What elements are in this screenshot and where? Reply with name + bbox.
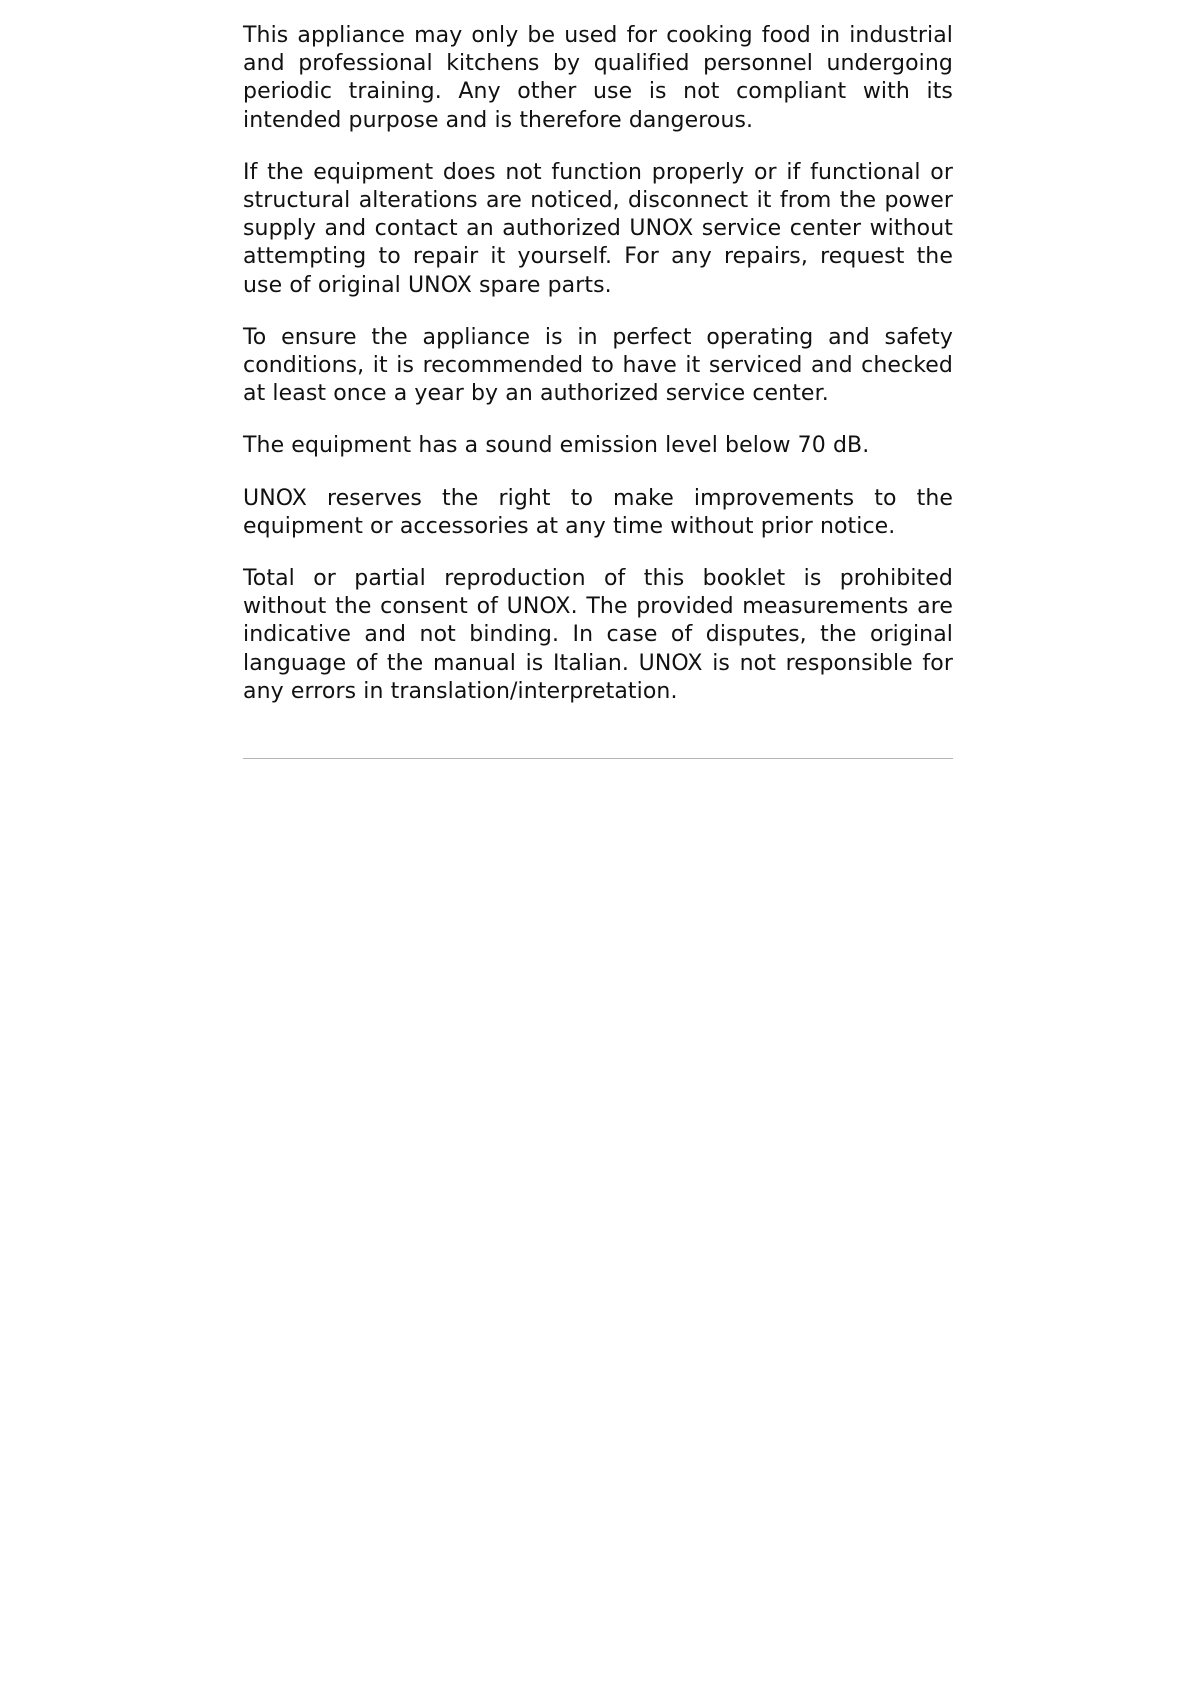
paragraph-sound-emission: The equipment has a sound emission level below 70 dB.: [243, 433, 870, 459]
paragraph-intended-use: This appliance may only be used for cooking food in industrial and professional kitchens by qualified personnel undergoing periodic training. Any other use is not compliant with its intended purpose and is therefore dangerous.: [243, 23, 953, 133]
paragraph-reproduction: Total or partial reproduction of this booklet is prohibited without the consent of UNOX. The provided measurements are indicative and not binding. In case of disputes, the original language of the manual is Italian. UNOX is not responsible for any errors in translation/interpretation.: [243, 566, 953, 704]
document-body: [243, 22, 953, 730]
paragraph-servicing: To ensure the appliance is in perfect operating and safety conditions, it is recommended to have it serviced and checked at least once a year by an authorized service center.: [243, 324, 953, 407]
paragraph-improvements: UNOX reserves the right to make improvements to the equipment or accessories at any time without prior notice.: [243, 485, 953, 539]
horizontal-divider: [243, 758, 953, 759]
paragraph-malfunction: If the equipment does not function properly or if functional or structural alterations are noticed, disconnect it from the power supply and contact an authorized UNOX service center without attempting to repair it yourself. For any repairs, request the use of original UNOX spare parts.: [243, 159, 953, 298]
